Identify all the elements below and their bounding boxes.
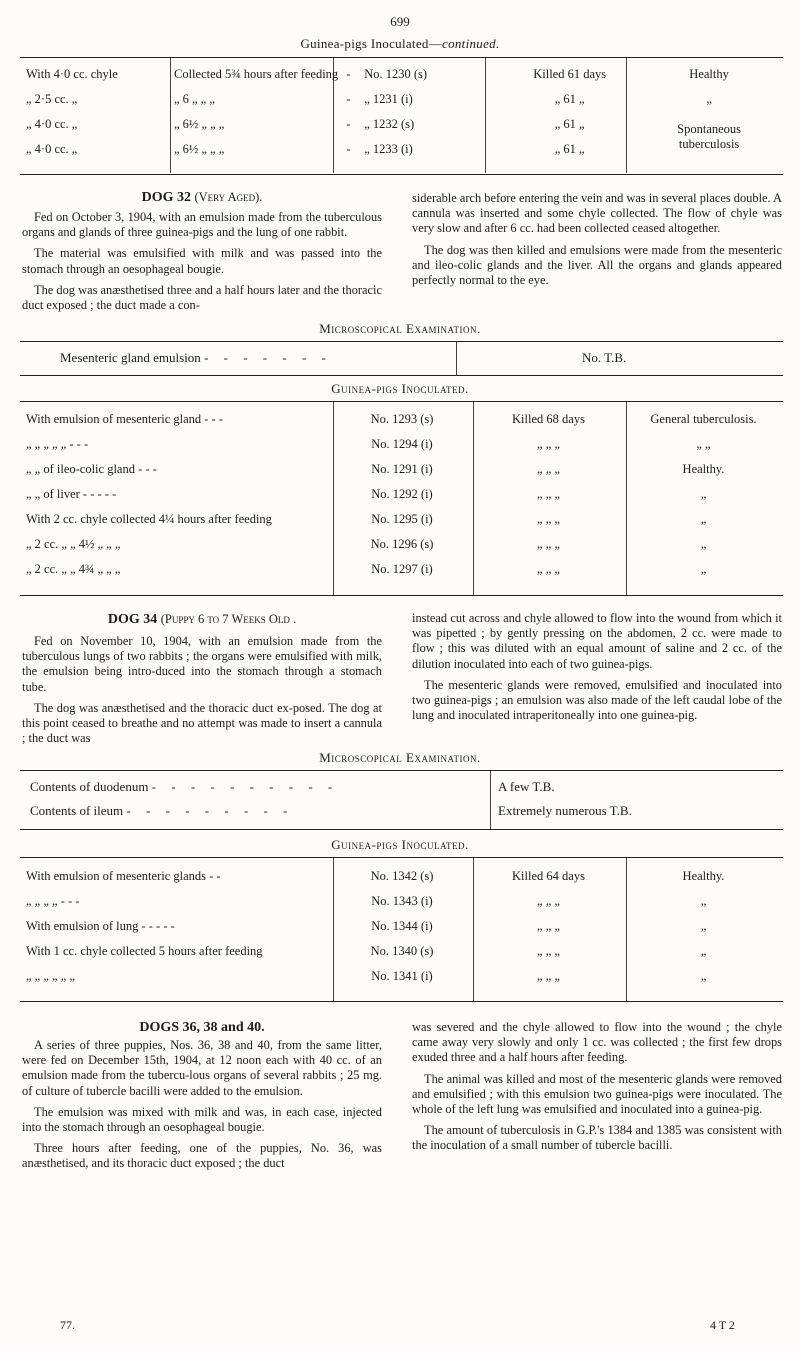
dog34-micro-top-rule xyxy=(20,770,783,771)
table-cell: „ „ „ xyxy=(537,437,560,451)
dog32-micro-result: No. T.B. xyxy=(582,350,627,365)
table-cell: „ „ „ xyxy=(537,562,560,576)
dog32-gp-table xyxy=(22,407,782,582)
table-cell: „ 2 cc. „ „ 4¾ „ „ „ xyxy=(26,562,121,576)
table-cell: „ „ „ xyxy=(537,944,560,958)
dog34-micro-result-1: A few T.B. xyxy=(498,779,555,794)
dog34-micro-divider xyxy=(490,771,491,829)
dog34-micro-result-2: Extremely numerous T.B. xyxy=(498,803,632,818)
table1-top-rule xyxy=(20,57,783,58)
table-cell: With 4·0 cc. chyle xyxy=(26,67,118,81)
dog34-micro-row-2 xyxy=(30,803,293,819)
dog32-heading xyxy=(22,190,382,206)
table-cell: „ xyxy=(700,894,707,908)
paragraph: The mesenteric glands were removed, emulsified and inoculated into two guinea-pigs ; an emulsion was also made of the left caudal lobe of the lung and inoculated intraperitoneally into one guinea-pig. xyxy=(412,677,782,723)
table-cell: „ xyxy=(700,562,707,576)
table-cell: „ 6½ „ „ „ xyxy=(174,142,225,156)
dogs36-left-column xyxy=(22,1038,382,1178)
paragraph: The amount of tuberculosis in G.P.'s 1384 and 1385 was consistent with the inoculation of a small number of tubercle bacilli. xyxy=(412,1123,782,1153)
table-row xyxy=(22,457,782,482)
table-row xyxy=(22,939,782,964)
table-cell: - xyxy=(346,67,351,81)
dog32-micro-bottom-rule xyxy=(20,375,783,376)
table-cell: „ 1231 (i) xyxy=(364,92,413,106)
dog32-left-column xyxy=(22,210,382,319)
table-cell: „ xyxy=(700,537,707,551)
table-cell: „ „ „ xyxy=(537,487,560,501)
table-cell: „ „ „ „ - - - xyxy=(26,894,80,908)
dog32-micro-title: Microscopical Examination. xyxy=(319,321,481,336)
dogs36-heading: DOGS 36, 38 and 40. xyxy=(139,1020,265,1035)
dog34-micro-row-1 xyxy=(30,779,338,795)
table-cell: No. 1293 (s) xyxy=(370,412,434,426)
table-cell: No. 1230 (s) xyxy=(364,67,428,81)
dog32-right-column xyxy=(412,191,782,294)
table-row xyxy=(22,482,782,507)
table-cell: „ 4·0 cc. „ xyxy=(26,142,78,156)
footer-signature-right: 4 T 2 xyxy=(710,1318,735,1332)
paragraph: The animal was killed and most of the mesenteric glands were removed and emulsified ; with this emulsion two guinea-pigs were inoculated. The whole of the left lung was emulsified and inoculated into a guinea-pig. xyxy=(412,1071,782,1117)
dog34-left-column xyxy=(22,634,382,752)
table-cell: Healthy xyxy=(689,67,729,81)
running-head-italic: continued. xyxy=(442,36,500,51)
dog34-subtitle: (Puppy 6 to 7 Weeks Old . xyxy=(160,612,297,626)
footer-signature-left: 77. xyxy=(60,1318,75,1332)
micro-label: Contents of duodenum xyxy=(30,779,149,794)
table-cell: „ 2 cc. „ „ 4½ „ „ „ xyxy=(26,537,121,551)
table-cell: No. 1342 (s) xyxy=(370,869,434,883)
table-cell: „ „ of liver - - - - - xyxy=(26,487,117,501)
table-cell: „ „ „ xyxy=(537,537,560,551)
paragraph: Fed on November 10, 1904, with an emulsion made from the tuberculous lungs of two rabbits ; the organs were emulsified with milk, the emulsion being intro-duced into the stomach through a stomach tube. xyxy=(22,634,382,694)
leader-dashes: - - - - - - - xyxy=(204,350,332,365)
table-cell: Killed 64 days xyxy=(512,869,585,883)
table-cell: „ xyxy=(700,512,707,526)
dog34-micro-bottom-rule xyxy=(20,829,783,830)
table-cell: „ „ „ xyxy=(537,462,560,476)
table-cell: No. 1343 (i) xyxy=(371,894,433,908)
table-cell: „ „ of ileo-colic gland - - - xyxy=(26,462,157,476)
table1 xyxy=(22,62,782,162)
table-cell: „ 61 „ xyxy=(554,142,585,156)
table-cell: „ 61 „ xyxy=(554,117,585,131)
table-cell: „ 6½ „ „ „ xyxy=(174,117,225,131)
table-cell: With emulsion of mesenteric gland - - - xyxy=(26,412,224,426)
table-cell: „ 1233 (i) xyxy=(364,142,413,156)
table-cell: „ 1232 (s) xyxy=(364,117,415,131)
table-cell: No. 1344 (i) xyxy=(371,919,433,933)
table-cell: „ „ „ „ „ „ xyxy=(26,969,75,983)
table-cell: No. 1292 (i) xyxy=(371,487,433,501)
table-cell: Killed 61 days xyxy=(533,67,607,81)
table-cell: „ „ xyxy=(696,437,711,451)
table-cell: No. 1341 (i) xyxy=(371,969,433,983)
leader-dashes: - - - - - - - - - - xyxy=(151,779,339,794)
table-cell: With 1 cc. chyle collected 5 hours after feeding xyxy=(26,944,263,958)
table-row xyxy=(22,914,782,939)
table-cell: „ xyxy=(700,969,707,983)
paragraph: The dog was anæsthetised three and a half hours later and the thoracic duct exposed ; the duct made a con- xyxy=(22,282,382,313)
table-cell: No. 1294 (i) xyxy=(371,437,433,451)
dog32-micro-divider xyxy=(456,342,457,375)
table-row xyxy=(22,407,782,432)
dog32-gp-top-rule xyxy=(20,401,783,402)
table-cell: No. 1297 (i) xyxy=(371,562,433,576)
paragraph: The dog was anæsthetised and the thoracic duct ex-posed. The dog at this point ceased to breathe and no attempt was made to insert a cannula ; the duct was xyxy=(22,700,382,746)
dog34-gp-title: Guinea-pigs Inoculated. xyxy=(331,837,469,852)
paragraph: Fed on October 3, 1904, with an emulsion made from the tuberculous organs and glands of three guinea-pigs and the lung of one rabbit. xyxy=(22,210,382,240)
tuberculosis-label: tuberculosis xyxy=(678,137,740,151)
table-cell: „ xyxy=(700,487,707,501)
paragraph: was severed and the chyle allowed to flow into the wound ; the chyle came away very slowly and only 1 cc. was collected ; the first few drops exuded three and a half hours after feeding. xyxy=(412,1020,782,1065)
table-row xyxy=(22,87,782,112)
table1-bottom-rule xyxy=(20,174,783,175)
page-number: 699 xyxy=(390,14,410,29)
dog32-gp-title: Guinea-pigs Inoculated. xyxy=(331,381,469,396)
table-cell: „ 6 „ „ „ xyxy=(174,92,215,106)
running-head-main: Guinea-pigs Inoculated— xyxy=(300,36,443,51)
table-cell: No. 1291 (i) xyxy=(371,462,433,476)
paragraph: Three hours after feeding, one of the puppies, No. 36, was anæsthetised, and its thoracic duct exposed ; the duct xyxy=(22,1141,382,1171)
table-cell: No. 1296 (s) xyxy=(370,537,434,551)
table-row xyxy=(22,112,782,137)
paragraph: The material was emulsified with milk and was passed into the stomach through an oesophageal bougie. xyxy=(22,246,382,276)
table-cell: Killed 68 days xyxy=(512,412,585,426)
micro-label: Contents of ileum xyxy=(30,803,124,818)
paragraph: The dog was then killed and emulsions were made from the mesenteric and ileo-colic glands and the liver. All the organs and glands appeared perfectly normal to the eye. xyxy=(412,242,782,288)
table-cell: „ „ „ xyxy=(537,512,560,526)
table-cell: „ „ „ xyxy=(537,894,560,908)
table-cell: No. 1340 (s) xyxy=(370,944,434,958)
paragraph: siderable arch before entering the vein and was in several places double. A cannula was inserted and some chyle collected. The flow of chyle was very slow and after 6 cc. had been collected ceased altogether. xyxy=(412,191,782,236)
table-cell: „ 4·0 cc. „ xyxy=(26,117,78,131)
table-row xyxy=(22,864,782,889)
table-cell: „ 61 „ xyxy=(554,92,585,106)
dog34-micro-title: Microscopical Examination. xyxy=(319,750,481,765)
table-cell: „ „ „ „ „ - - - xyxy=(26,437,89,451)
paragraph: The emulsion was mixed with milk and was, in each case, injected into the stomach through an oesophageal bougie. xyxy=(22,1104,382,1135)
table-row xyxy=(22,532,782,557)
paragraph: instead cut across and chyle allowed to flow into the wound from which it was pipetted ; by gently pressing on the abdomen, 2 cc. were made to flow ; this was diluted with an equal amount of saline and 2 cc. of the dilution inoculated into each of two guinea-pigs. xyxy=(412,611,782,671)
spontaneous-tuberculosis-cell xyxy=(636,112,782,162)
table-cell: „ xyxy=(700,944,707,958)
dog34-gp-top-rule xyxy=(20,857,783,858)
table-cell: With 2 cc. chyle collected 4¼ hours after feeding xyxy=(26,512,272,526)
table-cell: „ xyxy=(706,92,712,106)
table-cell: With emulsion of mesenteric glands - - xyxy=(26,869,221,883)
dog34-gp-bottom-rule xyxy=(20,1001,783,1002)
dog32-subtitle: (Very Aged). xyxy=(194,190,263,204)
table-cell: „ 2·5 cc. „ xyxy=(26,92,78,106)
leader-dashes: - - - - - - - - - xyxy=(126,803,294,818)
paragraph: A series of three puppies, Nos. 36, 38 and 40, from the same litter, were fed on December 15th, 1904, at 12 noon each with 40 cc. of an emulsion made from the tubercu-lous organs of several rabbits ; 25 mg. of culture of tubercle bacilli were added to the emulsion. xyxy=(22,1038,382,1098)
running-head xyxy=(0,36,800,52)
table-cell: - xyxy=(346,117,351,131)
table-cell: Collected 5¾ hours after feeding xyxy=(174,67,339,81)
dog34-heading xyxy=(22,612,382,628)
table-cell: - xyxy=(346,142,351,156)
table-cell: With emulsion of lung - - - - - xyxy=(26,919,175,933)
table-row xyxy=(22,507,782,532)
spontaneous-label: Spontaneous xyxy=(677,122,742,136)
dog32-micro-row xyxy=(60,350,332,366)
table-row xyxy=(22,964,782,989)
table-cell: „ „ „ xyxy=(537,919,560,933)
table-cell: „ xyxy=(700,919,707,933)
table-cell: General tuberculosis. xyxy=(650,412,757,426)
dog34-right-column xyxy=(412,611,782,729)
table-cell: Healthy. xyxy=(682,462,725,476)
dogs36-right-column xyxy=(412,1020,782,1160)
micro-label: Mesenteric gland emulsion xyxy=(60,350,201,365)
table-row xyxy=(22,62,782,87)
table-cell: Healthy. xyxy=(682,869,725,883)
dog34-title: DOG 34 xyxy=(107,612,158,627)
table-row xyxy=(22,557,782,582)
dog32-gp-bottom-rule xyxy=(20,595,783,596)
table-row xyxy=(22,889,782,914)
table-cell: - xyxy=(346,92,351,106)
table-cell: „ „ „ xyxy=(537,969,560,983)
table-row xyxy=(22,432,782,457)
dog32-micro-top-rule xyxy=(20,341,783,342)
dog34-gp-table xyxy=(22,864,782,989)
table-cell: No. 1295 (i) xyxy=(371,512,433,526)
dog32-title: DOG 32 xyxy=(141,190,191,205)
